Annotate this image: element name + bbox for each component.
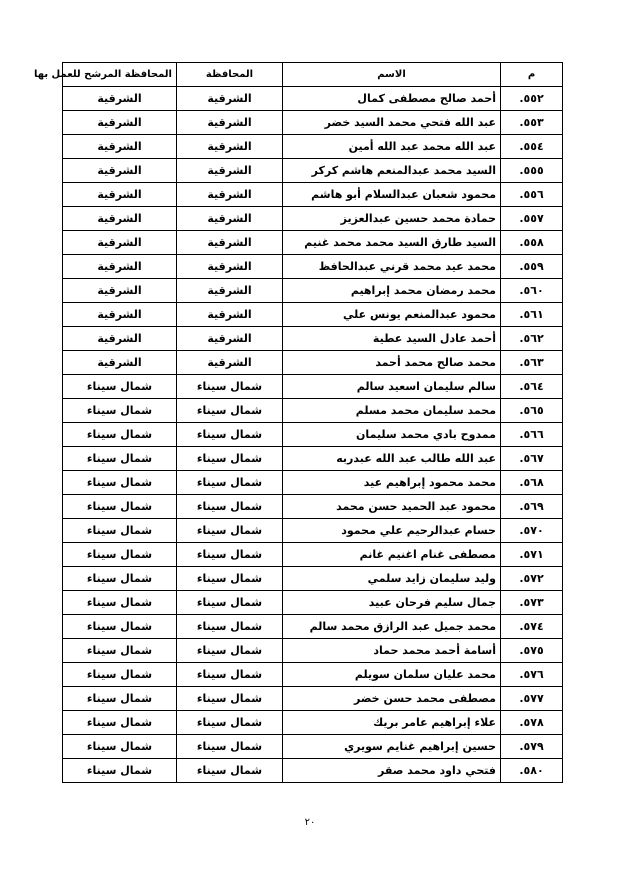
row-number: ٥٧٣. [501,591,563,615]
candidate-governorate-cell: شمال سيناء [63,567,177,591]
candidate-governorate-cell: الشرقية [63,183,177,207]
table-row [63,207,563,231]
candidate-governorate-cell: شمال سيناء [63,495,177,519]
candidate-governorate-cell: الشرقية [63,351,177,375]
candidate-governorate-cell: شمال سيناء [63,759,177,783]
row-number: ٥٦٩. [501,495,563,519]
candidate-governorate-cell: الشرقية [63,207,177,231]
table-row [63,183,563,207]
person-name: أحمد عادل السيد عطية [283,327,501,351]
candidate-governorate-cell: شمال سيناء [63,639,177,663]
table-row [63,399,563,423]
candidate-governorate-cell: شمال سيناء [63,591,177,615]
table-row [63,567,563,591]
governorate-cell: شمال سيناء [177,567,283,591]
candidate-governorate-cell: الشرقية [63,279,177,303]
row-number: ٥٧١. [501,543,563,567]
table-row [63,159,563,183]
page-number: ٢٠ [304,817,316,828]
governorate-cell: الشرقية [177,183,283,207]
governorate-cell: شمال سيناء [177,615,283,639]
row-number: ٥٥٤. [501,135,563,159]
row-number: ٥٧٢. [501,567,563,591]
person-name: محمد جميل عبد الرازق محمد سالم [283,615,501,639]
candidates-table [33,62,563,783]
person-name: علاء إبراهيم عامر بريك [283,711,501,735]
table-header-row [63,63,563,87]
governorate-cell: شمال سيناء [177,639,283,663]
table-row [63,351,563,375]
row-number: ٥٧٠. [501,519,563,543]
row-number: ٥٥٣. [501,111,563,135]
candidate-governorate-cell: شمال سيناء [63,447,177,471]
person-name: محمود شعبان عبدالسلام أبو هاشم [283,183,501,207]
person-name: محمد رمضان محمد إبراهيم [283,279,501,303]
candidate-governorate-cell: الشرقية [63,303,177,327]
governorate-cell: الشرقية [177,279,283,303]
row-number: ٥٦٨. [501,471,563,495]
governorate-cell: شمال سيناء [177,735,283,759]
row-number: ٥٥٦. [501,183,563,207]
header-governorate: المحافظة [177,63,283,87]
table-row [63,759,563,783]
header-num: م [501,63,563,87]
table-row [63,279,563,303]
governorate-cell: الشرقية [177,207,283,231]
row-number: ٥٧٤. [501,615,563,639]
person-name: وليد سليمان زايد سلمي [283,567,501,591]
governorate-cell: شمال سيناء [177,591,283,615]
person-name: عبد الله فتحي محمد السيد خضر [283,111,501,135]
row-number: ٥٦٧. [501,447,563,471]
governorate-cell: شمال سيناء [177,423,283,447]
row-number: ٥٦١. [501,303,563,327]
candidate-governorate-cell: شمال سيناء [63,615,177,639]
row-number: ٥٦٣. [501,351,563,375]
row-number: ٥٦٤. [501,375,563,399]
person-name: عبد الله طالب عبد الله عبدربه [283,447,501,471]
candidate-governorate-cell: شمال سيناء [63,543,177,567]
person-name: عبد الله محمد عبد الله أمين [283,135,501,159]
row-number: ٥٧٨. [501,711,563,735]
governorate-cell: شمال سيناء [177,687,283,711]
table-row [63,303,563,327]
person-name: حمادة محمد حسين عبدالعزيز [283,207,501,231]
governorate-cell: شمال سيناء [177,447,283,471]
candidate-governorate-cell: شمال سيناء [63,423,177,447]
table-row [63,111,563,135]
candidate-governorate-cell: الشرقية [63,255,177,279]
candidate-governorate-cell: الشرقية [63,87,177,111]
governorate-cell: شمال سيناء [177,543,283,567]
candidate-governorate-cell: شمال سيناء [63,519,177,543]
table-row [63,495,563,519]
table-row [63,711,563,735]
row-number: ٥٥٨. [501,231,563,255]
table-row [63,543,563,567]
governorate-cell: الشرقية [177,111,283,135]
table-row [63,639,563,663]
candidate-governorate-cell: شمال سيناء [63,687,177,711]
row-number: ٥٧٧. [501,687,563,711]
table-body [63,87,563,783]
person-name: محمد سليمان محمد مسلم [283,399,501,423]
row-number: ٥٥٧. [501,207,563,231]
governorate-cell: شمال سيناء [177,759,283,783]
governorate-cell: الشرقية [177,327,283,351]
candidate-governorate-cell: شمال سيناء [63,735,177,759]
candidate-governorate-cell: الشرقية [63,159,177,183]
table-row [63,423,563,447]
row-number: ٥٧٦. [501,663,563,687]
candidate-governorate-cell: شمال سيناء [63,663,177,687]
table-row [63,447,563,471]
governorate-cell: الشرقية [177,159,283,183]
table-row [63,327,563,351]
candidate-governorate-cell: شمال سيناء [63,711,177,735]
governorate-cell: الشرقية [177,351,283,375]
row-number: ٥٧٩. [501,735,563,759]
person-name: حسين إبراهيم غنايم سويري [283,735,501,759]
person-name: جمال سليم فرحان عبيد [283,591,501,615]
candidate-governorate-cell: الشرقية [63,231,177,255]
person-name: محمد صالح محمد أحمد [283,351,501,375]
table-row [63,735,563,759]
governorate-cell: شمال سيناء [177,663,283,687]
table-row [63,615,563,639]
governorate-cell: الشرقية [177,87,283,111]
row-number: ٥٦٠. [501,279,563,303]
table-row [63,471,563,495]
row-number: ٥٧٥. [501,639,563,663]
person-name: محمود عبدالمنعم يونس علي [283,303,501,327]
governorate-cell: الشرقية [177,231,283,255]
person-name: محمد محمود إبراهيم عيد [283,471,501,495]
person-name: محمد عليان سلمان سويلم [283,663,501,687]
table-row [63,687,563,711]
candidate-governorate-cell: شمال سيناء [63,399,177,423]
candidate-governorate-cell: شمال سيناء [63,375,177,399]
governorate-cell: الشرقية [177,135,283,159]
table-row [63,87,563,111]
row-number: ٥٥٢. [501,87,563,111]
governorate-cell: شمال سيناء [177,519,283,543]
person-name: محمد عيد محمد قرني عبدالحافظ [283,255,501,279]
person-name: مصطفى غنام اغنيم غانم [283,543,501,567]
row-number: ٥٦٦. [501,423,563,447]
row-number: ٥٨٠. [501,759,563,783]
table-row [63,519,563,543]
candidate-governorate-cell: شمال سيناء [63,471,177,495]
person-name: محمود عبد الحميد حسن محمد [283,495,501,519]
person-name: ممدوح بادي محمد سليمان [283,423,501,447]
table-row [63,591,563,615]
header-name: الاسم [283,63,501,87]
person-name: سالم سليمان اسعيد سالم [283,375,501,399]
person-name: حسام عبدالرحيم علي محمود [283,519,501,543]
table-row [63,135,563,159]
row-number: ٥٥٥. [501,159,563,183]
person-name: أسامة أحمد محمد حماد [283,639,501,663]
governorate-cell: شمال سيناء [177,471,283,495]
candidate-governorate-cell: الشرقية [63,135,177,159]
governorate-cell: شمال سيناء [177,375,283,399]
row-number: ٥٥٩. [501,255,563,279]
candidate-governorate-cell: الشرقية [63,111,177,135]
table-row [63,255,563,279]
governorate-cell: الشرقية [177,303,283,327]
person-name: مصطفى محمد حسن خضر [283,687,501,711]
person-name: أحمد صالح مصطفى كمال [283,87,501,111]
row-number: ٥٦٥. [501,399,563,423]
table-row [63,231,563,255]
header-candidate-governorate: المحافظة المرشح للعمل بها [63,63,177,87]
person-name: فتحي داود محمد صقر [283,759,501,783]
governorate-cell: شمال سيناء [177,399,283,423]
person-name: السيد طارق السيد محمد محمد غنيم [283,231,501,255]
table-row [63,375,563,399]
table-row [63,663,563,687]
person-name: السيد محمد عبدالمنعم هاشم كركر [283,159,501,183]
candidate-governorate-cell: الشرقية [63,327,177,351]
governorate-cell: شمال سيناء [177,711,283,735]
row-number: ٥٦٢. [501,327,563,351]
governorate-cell: الشرقية [177,255,283,279]
governorate-cell: شمال سيناء [177,495,283,519]
